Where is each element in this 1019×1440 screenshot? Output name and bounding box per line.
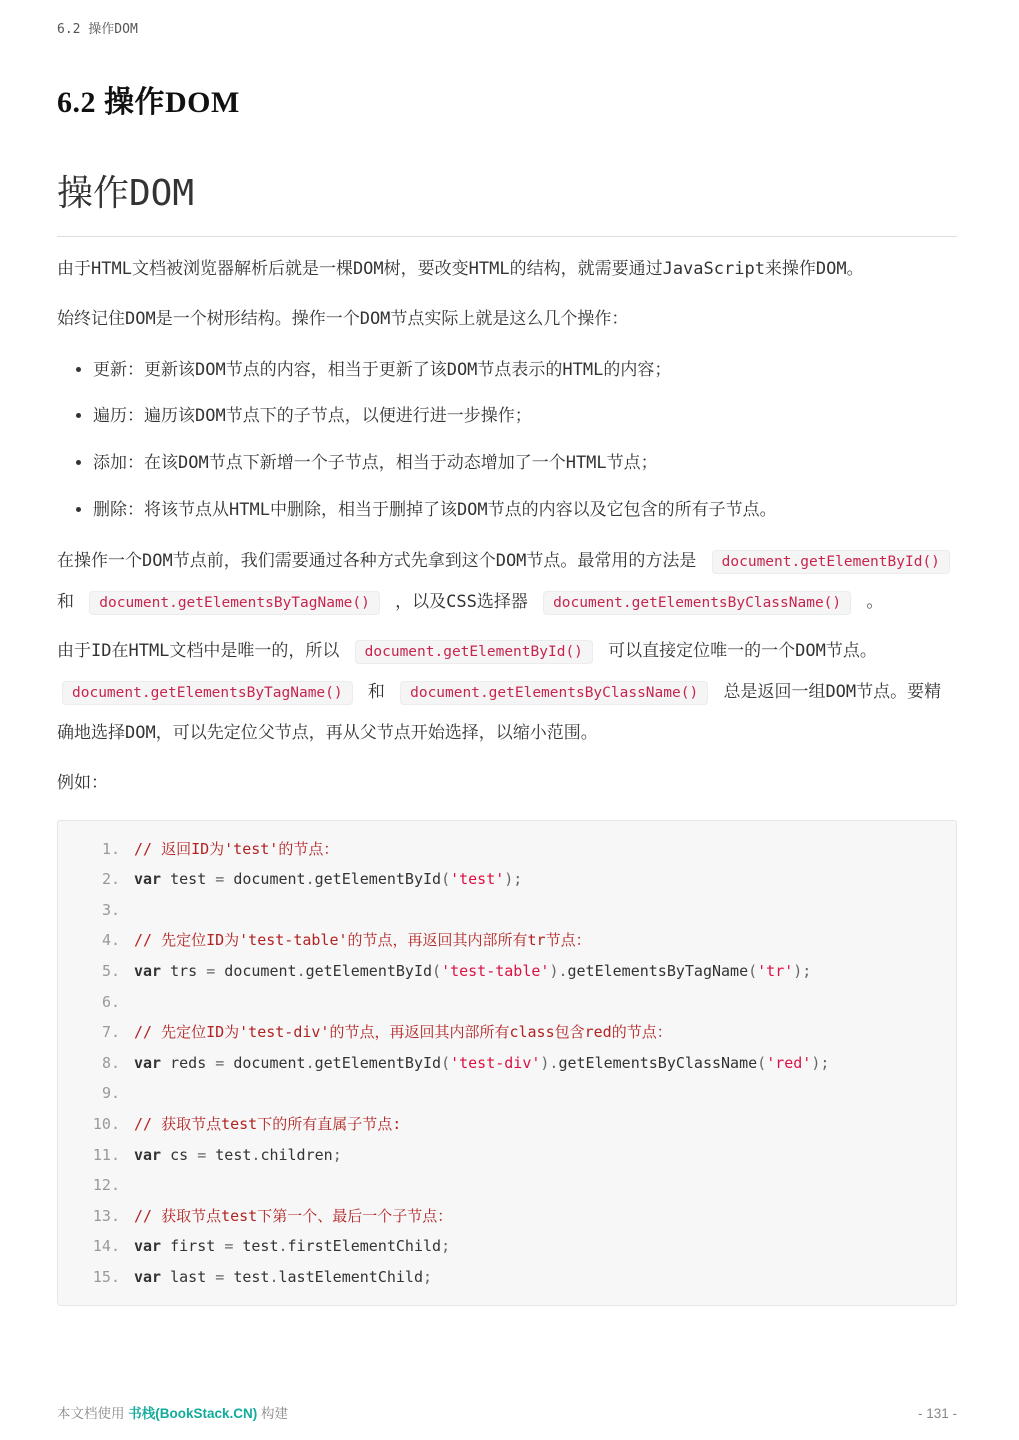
inline-code: document.getElementsByTagName() xyxy=(62,681,353,705)
line-number: 7. xyxy=(101,1023,120,1042)
dom-operation-list xyxy=(57,350,957,531)
line-number: 12. xyxy=(92,1176,120,1195)
inline-code: document.getElementById() xyxy=(355,640,593,664)
running-header: 6.2 操作DOM xyxy=(57,22,138,37)
section-title: 操作DOM xyxy=(57,165,957,237)
code-line xyxy=(74,1017,940,1048)
line-number: 10. xyxy=(92,1114,120,1133)
page-title: 6.2 操作DOM xyxy=(57,86,240,119)
footer-text-prefix: 本文档使用 xyxy=(57,1406,129,1421)
code-line xyxy=(74,1048,940,1079)
text-run: 总是返回一组DOM节点。要精确地选择DOM，可以先定位父节点，再从父节点开始选择，以缩小范围。 xyxy=(57,682,942,743)
line-number: 9. xyxy=(101,1084,120,1103)
paragraph-get-node-methods xyxy=(57,541,957,623)
code-line xyxy=(74,864,940,895)
line-number: 11. xyxy=(92,1145,120,1164)
code-line xyxy=(74,1109,940,1140)
inline-code: document.getElementById() xyxy=(712,550,950,574)
paragraph-intro: 由于HTML文档被浏览器解析后就是一棵DOM树，要改变HTML的结构，就需要通过JavaScript来操作DOM。 xyxy=(57,259,864,279)
paragraph-id-unique xyxy=(57,631,957,753)
line-number: 15. xyxy=(92,1267,120,1286)
list-item: • 更新：更新该DOM节点的内容，相当于更新了该DOM节点表示的HTML的内容； xyxy=(93,350,957,391)
code-text xyxy=(120,1078,134,1109)
code-text: // 先定位ID为'test-div'的节点，再返回其内部所有class包含red的节点： xyxy=(134,1023,672,1042)
code-line xyxy=(74,956,940,987)
code-text xyxy=(120,895,134,926)
code-text: var first = test.firstElementChild; xyxy=(134,1237,451,1256)
code-line xyxy=(74,1140,940,1171)
code-text xyxy=(120,987,134,1018)
list-item: • 添加：在该DOM节点下新增一个子节点，相当于动态增加了一个HTML节点； xyxy=(93,443,957,484)
text-run: 由于ID在HTML文档中是唯一的，所以 xyxy=(57,641,350,662)
code-line xyxy=(74,1078,940,1109)
line-number: 3. xyxy=(101,900,120,919)
code-text: // 先定位ID为'test-table'的节点，再返回其内部所有tr节点： xyxy=(134,931,591,950)
line-number: 13. xyxy=(92,1206,120,1225)
code-text: var cs = test.children; xyxy=(134,1145,342,1164)
line-number: 2. xyxy=(101,870,120,889)
line-number: 8. xyxy=(101,1053,120,1072)
inline-code: document.getElementsByClassName() xyxy=(400,681,708,705)
code-text xyxy=(120,1170,134,1201)
code-text: // 获取节点test下第一个、最后一个子节点： xyxy=(134,1206,453,1225)
code-line xyxy=(74,1262,940,1293)
text-run: 和 xyxy=(57,591,85,612)
text-run: ，以及CSS选择器 xyxy=(384,591,539,612)
code-line xyxy=(74,895,940,926)
paragraph-example-label: 例如： xyxy=(57,772,108,793)
line-number: 14. xyxy=(92,1237,120,1256)
line-number: 4. xyxy=(101,931,120,950)
line-number: 6. xyxy=(101,992,120,1011)
text-run: 和 xyxy=(357,682,396,703)
code-line xyxy=(74,925,940,956)
paragraph-tree-structure: 始终记住DOM是一个树形结构。操作一个DOM节点实际上就是这么几个操作： xyxy=(57,308,629,329)
bookstack-link[interactable]: 书栈(BookStack.CN) xyxy=(128,1406,258,1421)
inline-code: document.getElementsByClassName() xyxy=(543,591,851,615)
code-text: var trs = document.getElementById('test-table').getElementsByTagName('tr'); xyxy=(134,961,812,980)
footer-text-suffix: 构建 xyxy=(257,1406,289,1421)
footer-credit xyxy=(57,1402,288,1422)
code-block xyxy=(57,820,957,1307)
list-item: • 遍历：遍历该DOM节点下的子节点，以便进行进一步操作； xyxy=(93,396,957,437)
text-run: 可以直接定位唯一的一个DOM节点。 xyxy=(597,641,877,662)
page-footer xyxy=(57,1402,957,1422)
code-text: var last = test.lastElementChild; xyxy=(134,1267,433,1286)
list-item: • 删除：将该节点从HTML中删除，相当于删掉了该DOM节点的内容以及它包含的所有子节点。 xyxy=(93,490,957,531)
inline-code: document.getElementsByTagName() xyxy=(89,591,380,615)
code-line xyxy=(74,1231,940,1262)
code-line xyxy=(74,834,940,865)
text-run: 。 xyxy=(856,591,884,612)
code-text: var reds = document.getElementById('test-div').getElementsByClassName('red'); xyxy=(134,1053,830,1072)
code-line xyxy=(74,987,940,1018)
code-line xyxy=(74,1170,940,1201)
code-line xyxy=(74,1201,940,1232)
text-run: 在操作一个DOM节点前，我们需要通过各种方式先拿到这个DOM节点。最常用的方法是 xyxy=(57,550,707,571)
code-text: // 获取节点test下的所有直属子节点: xyxy=(134,1114,402,1133)
page-number: - 131 - xyxy=(917,1406,957,1421)
code-text: // 返回ID为'test'的节点： xyxy=(134,839,339,858)
line-number: 1. xyxy=(101,839,120,858)
code-text: var test = document.getElementById('test'); xyxy=(134,870,523,889)
line-number: 5. xyxy=(101,961,120,980)
